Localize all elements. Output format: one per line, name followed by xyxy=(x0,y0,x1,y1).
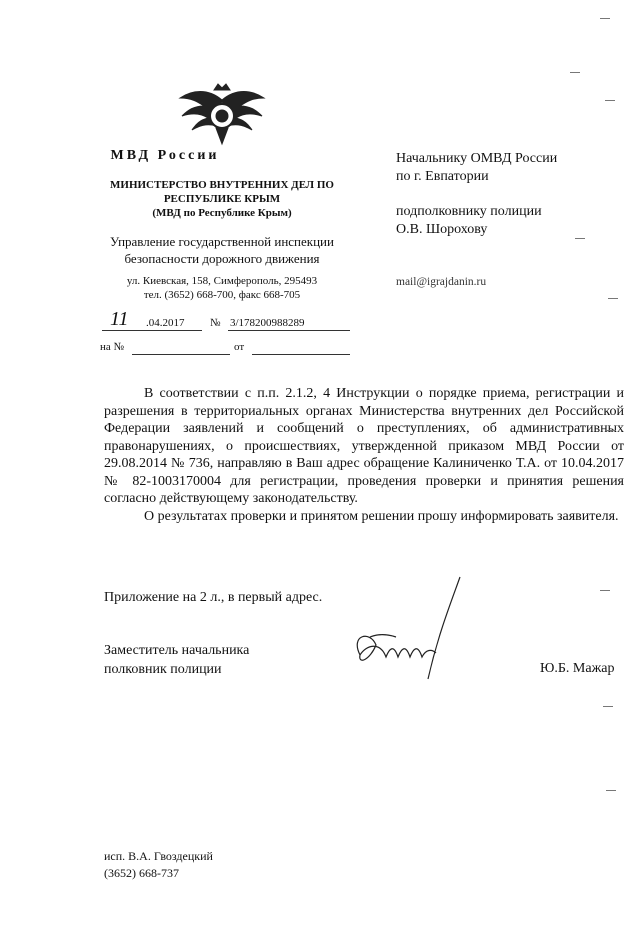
recipient-block xyxy=(396,150,557,239)
signer-position xyxy=(104,641,249,679)
handwritten-signature xyxy=(340,575,470,685)
handwritten-day: 11 xyxy=(110,308,129,330)
mvd-emblem-icon xyxy=(178,80,266,150)
ref-label: на № xyxy=(100,341,125,353)
attachment-note: Приложение на 2 л., в первый адрес. xyxy=(104,590,323,605)
body-paragraph-2: О результатах проверки и принятом решении прошу информировать заявителя. xyxy=(144,508,619,524)
ministry-line2: РЕСПУБЛИКЕ КРЫМ xyxy=(163,193,281,205)
scan-mark xyxy=(606,430,616,431)
recipient-line4: О.В. Шорохову xyxy=(396,222,488,237)
position-line2: полковник полиции xyxy=(104,662,222,677)
phone: тел. (3652) 668-700, факс 668-705 xyxy=(143,289,301,301)
body-paragraph-1: В соответствии с п.п. 2.1.2, 4 Инструкции о порядке приема, регистрации и разрешения в территориальных органах Министерства внутренних дел Российской Федерации заявлений и сообщений о преступлениях, об административных правонарушениях, о происшествиях, утвержденной приказом МВД России от 29.08.2014 № 736, направляю в Ваш адрес обращение Калиниченко Т.А. от 10.04.2017 № 82-1003170004 для регистрации, проведения проверки и принятия решения согласно действующему законодательству. xyxy=(104,386,624,506)
executor-name: исп. В.А. Гвоздецкий xyxy=(104,849,213,863)
number-label: № xyxy=(210,317,221,329)
recipient-email: mail@igrajdanin.ru xyxy=(396,276,487,288)
scan-mark xyxy=(575,238,585,239)
dept-line2: безопасности дорожного движения xyxy=(124,251,320,266)
registration-date: .04.2017 xyxy=(146,317,185,329)
scan-mark xyxy=(600,590,610,591)
letter-body xyxy=(104,385,624,525)
scan-mark xyxy=(608,298,618,299)
department-block xyxy=(96,233,348,267)
ref-from-label: от xyxy=(234,341,245,353)
scan-mark xyxy=(605,100,615,101)
org-title: МВД России xyxy=(110,148,220,163)
position-line1: Заместитель начальника xyxy=(104,643,250,658)
address-block xyxy=(96,274,348,302)
recipient-line1: Начальнику ОМВД России xyxy=(396,151,558,166)
dept-line1: Управление государственной инспекции xyxy=(110,234,334,249)
executor-phone: (3652) 668-737 xyxy=(104,866,179,880)
ministry-line1: МИНИСТЕРСТВО ВНУТРЕННИХ ДЕЛ ПО xyxy=(110,179,334,191)
scan-mark xyxy=(606,790,616,791)
registration-block xyxy=(100,308,360,356)
ministry-block xyxy=(96,178,348,220)
executor-block xyxy=(104,848,213,882)
scan-mark xyxy=(603,706,613,707)
ministry-short: (МВД по Республике Крым) xyxy=(152,207,292,219)
address: ул. Киевская, 158, Симферополь, 295493 xyxy=(126,275,318,287)
signer-name: Ю.Б. Мажар xyxy=(540,661,615,676)
registration-number: 3/178200988289 xyxy=(230,317,305,329)
recipient-line3: подполковнику полиции xyxy=(396,204,542,219)
recipient-line2: по г. Евпатории xyxy=(396,169,489,184)
scan-mark xyxy=(600,18,610,19)
scan-mark xyxy=(570,72,580,73)
